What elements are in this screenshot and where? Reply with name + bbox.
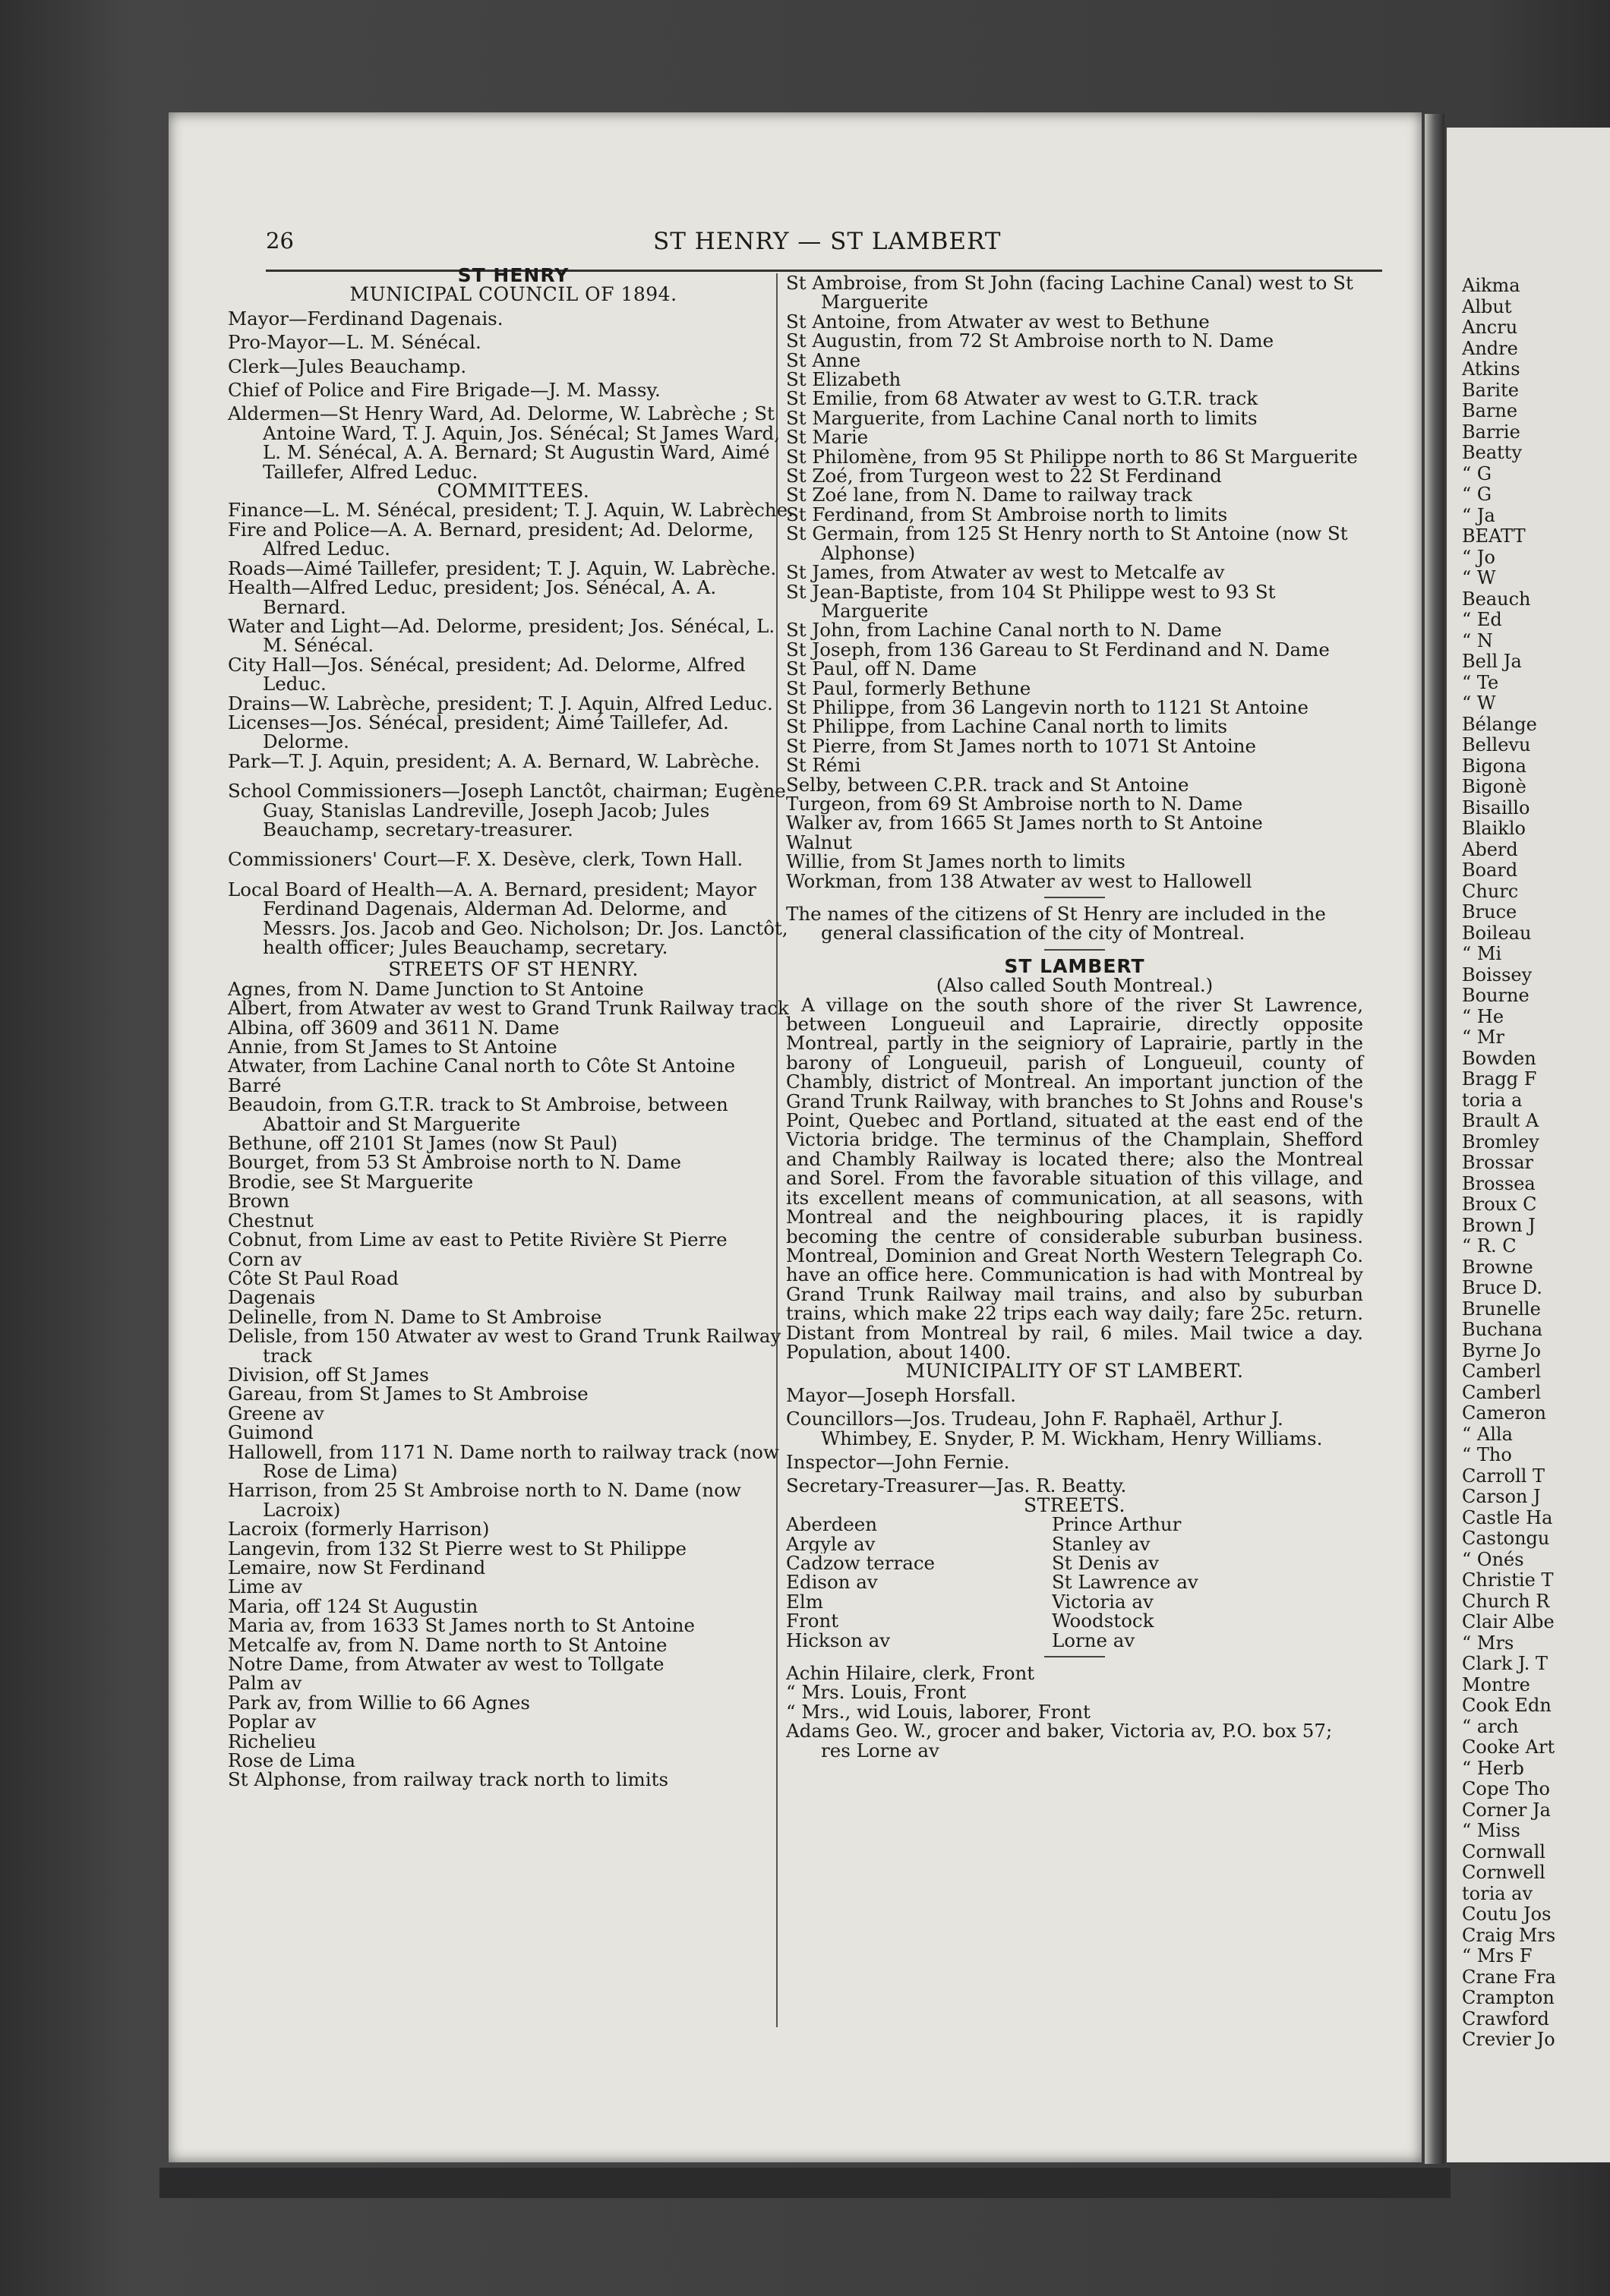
facing-page-line: Castle Ha [1462,1507,1553,1528]
facing-page-line: Beauch [1462,588,1531,610]
street-entry: St Joseph, from 136 Gareau to St Ferdinand and N. Dame [786,638,1330,661]
street-entry: Maria av, from 1633 St James north to St Antoine [228,1614,696,1637]
book-spine [1425,114,1444,2164]
facing-page-line: Cornwall [1462,1841,1545,1862]
facing-page-fragments [1462,276,1610,2051]
facing-page-line: Churc [1462,881,1519,902]
left-column [228,266,799,1790]
street-name: Argyle av [786,1534,876,1553]
facing-page-line: Crawford [1462,2008,1549,2030]
facing-page-line: Cook Edn [1462,1695,1552,1716]
facing-page-line: “ G [1462,484,1492,505]
council-officer-entry: Pro-Mayor—L. M. Sénécal. [228,331,481,354]
facing-page-line: Cope Tho [1462,1779,1550,1799]
street-entry: St Anne [786,348,861,371]
facing-page-line: Albut [1462,296,1512,317]
street-name: Hickson av [786,1630,891,1651]
street-entry: Dagenais [228,1286,316,1309]
facing-page-line: Clair Albe [1462,1612,1555,1632]
facing-page-line: Bowden [1462,1048,1536,1069]
facing-page [1447,128,1610,2162]
citizens-note: The names of the citizens of St Henry are included in the general classification of the city of Montreal. [786,903,1326,945]
street-entry: St Elizabeth [786,368,901,391]
facing-page-line: “ Herb [1462,1758,1524,1779]
section-title-st-lambert: ST LAMBERT [1004,954,1145,977]
committee-entry: Water and Light—Ad. Delorme, president; Jos. Sénécal, L. M. Sénécal. [228,614,775,657]
resident-entry: “ Mrs., wid Louis, laborer, Front [786,1700,1091,1723]
facing-page-line: Brossar [1462,1153,1533,1173]
facing-page-line: Bélange [1462,714,1537,735]
facing-page-line: “ Onés [1462,1549,1524,1570]
facing-page-line: “ Mr [1462,1027,1504,1048]
facing-page-line: Boileau [1462,922,1532,944]
council-officer-entry: Aldermen—St Henry Ward, Ad. Delorme, W. Labrèche ; St Antoine Ward, T. J. Aquin, Jos. Sénécal; St James Ward, L. M. Sénécal, A. A. Bernard; St Augustin Ward, Aimé Taillefer, Alfred Leduc. [228,402,781,483]
facing-page-line: Byrne Jo [1462,1340,1542,1361]
facing-page-line: Montre [1462,1674,1530,1695]
street-entry: Annie, from St James to St Antoine [228,1036,557,1058]
facing-page-line: “ Ed [1462,610,1502,630]
street-entry: Agnes, from N. Dame Junction to St Antoine [228,977,644,1000]
facing-page-line: “ Tho [1462,1445,1512,1465]
street-entry: Côte St Paul Road [228,1266,399,1289]
facing-page-line: BEATT [1462,526,1526,547]
street-entry: St James, from Atwater av west to Metcalfe av [786,561,1225,584]
street-entry: Poplar av [228,1711,317,1733]
street-entry: Turgeon, from 69 St Ambroise north to N. Dame [786,792,1243,815]
facing-page-line: Camberl [1462,1361,1542,1382]
facing-page-line: Christie T [1462,1570,1554,1591]
street-entry: St Marie [786,426,869,449]
facing-page-line: Atkins [1462,359,1520,380]
street-entry: Corn av [228,1247,302,1270]
facing-page-line: Buchana [1462,1320,1543,1340]
st-lambert-streets-left [786,1515,1052,1650]
facing-page-line: Bromley [1462,1131,1539,1153]
facing-page-line: “ N [1462,630,1493,651]
facing-page-line: Bisaillo [1462,797,1530,818]
street-entry: Bethune, off 2101 St James (now St Paul) [228,1132,618,1155]
street-entry: St Philippe, from 36 Langevin north to 1121 St Antoine [786,695,1309,718]
street-entry: Chestnut [228,1209,314,1232]
council-officer-entry: Mayor—Ferdinand Dagenais. [228,307,504,330]
facing-page-line: Bigonè [1462,777,1526,797]
committees-list [228,500,799,771]
facing-page-line: Beatty [1462,443,1522,463]
facing-page-line: “ Miss [1462,1821,1520,1841]
facing-page-line: Craig Mrs [1462,1925,1556,1946]
street-entry: St Emilie, from 68 Atwater av west to G.T.R. track [786,387,1258,410]
facing-page-line: Bigona [1462,755,1526,777]
street-entry: St Germain, from 125 St Henry north to St Antoine (now St Alphonse) [786,522,1348,564]
municipality-officers [786,1383,1363,1497]
facing-page-line: Browne [1462,1257,1533,1278]
street-entry: Delisle, from 150 Atwater av west to Grand Trunk Railway track [228,1325,781,1367]
st-henry-streets-list [228,979,799,1790]
committee-entry: Health—Alfred Leduc, president; Jos. Sénécal, A. A. Bernard. [228,576,717,618]
facing-page-line: Brossea [1462,1173,1536,1194]
street-name: Front [786,1611,839,1631]
facing-page-line: Brown J [1462,1215,1536,1236]
facing-page-line: Barrie [1462,421,1520,443]
facing-page-line: Castongu [1462,1528,1550,1549]
facing-page-line: Barite [1462,380,1519,401]
facing-page-line: “ Mi [1462,944,1502,964]
street-name: St Denis av [1052,1553,1159,1573]
committee-entry: Roads—Aimé Taillefer, president; T. J. Aquin, W. Labrèche. [228,557,777,579]
right-column [786,273,1363,1760]
facing-page-line: toria av [1462,1883,1533,1904]
facing-page-line: Bell Ja [1462,651,1522,672]
st-lambert-streets-right [1052,1515,1340,1650]
council-officer-entry: Chief of Police and Fire Brigade—J. M. Massy. [228,379,661,402]
street-entry: St Zoé lane, from N. Dame to railway track [786,484,1192,506]
facing-page-line: Carson J [1462,1487,1541,1507]
street-entry: St Antoine, from Atwater av west to Bethune [786,310,1210,333]
facing-page-line: “ He [1462,1006,1504,1027]
section-rule [1044,897,1105,898]
committee-entry: Finance—L. M. Sénécal, president; T. J. Aquin, W. Labrèche. [228,499,794,522]
street-entry: Greene av [228,1402,324,1424]
committees-heading: COMMITTEES. [437,480,590,503]
street-entry: Richelieu [228,1730,317,1752]
facing-page-line: toria a [1462,1090,1523,1111]
streets-heading: STREETS OF ST HENRY. [388,958,639,981]
street-entry: Workman, from 138 Atwater av west to Hallowell [786,869,1252,892]
section-rule [1044,949,1105,951]
council-officer-entry: Clerk—Jules Beauchamp. [228,355,467,377]
street-name: St Lawrence av [1052,1572,1198,1592]
officers-list [228,309,799,481]
facing-page-line: “ arch [1462,1716,1519,1737]
facing-page-line: “ Ja [1462,505,1495,526]
facing-page-line: “ W [1462,693,1496,714]
municipal-officer-entry: Mayor—Joseph Horsfall. [786,1383,1016,1406]
facing-page-line: Bourne [1462,986,1530,1006]
council-heading: MUNICIPAL COUNCIL OF 1894. [349,283,677,306]
municipality-heading: MUNICIPALITY OF ST LAMBERT. [905,1360,1244,1383]
page-number: 26 [266,228,294,254]
street-entry: St Augustin, from 72 St Ambroise north to N. Dame [786,330,1274,352]
facing-page-line: Cameron [1462,1403,1547,1424]
street-entry: Walnut [786,831,852,853]
committee-entry: Park—T. J. Aquin, president; A. A. Bernard, W. Labrèche. [228,749,760,772]
facing-page-line: Brunelle [1462,1298,1541,1320]
section-title-st-henry: ST HENRY [457,264,570,286]
facing-page-line: Aikma [1462,276,1520,296]
street-entry: St Zoé, from Turgeon west to 22 St Ferdinand [786,465,1222,487]
facing-page-line: “ Mrs [1462,1632,1514,1654]
municipal-officer-entry: Councillors—Jos. Trudeau, John F. Raphaël, Arthur J. Whimbey, E. Snyder, P. M. Wickham, Henry Williams. [786,1408,1323,1449]
street-entry: St John, from Lachine Canal north to N. Dame [786,619,1222,642]
scan-margin [159,2168,1451,2198]
facing-page-line: Carroll T [1462,1465,1545,1487]
facing-page-line: Bellevu [1462,735,1531,755]
street-entry: St Ferdinand, from St Ambroise north to limits [786,503,1228,525]
street-entry: Rose de Lima [228,1749,355,1772]
facing-page-line: Blaiklo [1462,818,1526,839]
street-entry: Barré [228,1074,282,1096]
street-entry: Cobnut, from Lime av east to Petite Rivière St Pierre [228,1228,728,1251]
facing-page-line: Bruce D. [1462,1278,1542,1298]
facing-page-line: “ Alla [1462,1424,1513,1445]
facing-page-line: Church R [1462,1591,1550,1612]
st-henry-streets-continued [786,273,1363,891]
street-entry: Palm av [228,1672,302,1695]
street-entry: St Philomène, from 95 St Philippe north to 86 St Marguerite [786,445,1358,468]
facing-page-line: Clark J. T [1462,1654,1548,1674]
street-entry: Brown [228,1190,290,1213]
facing-page-line: Aberd [1462,839,1518,860]
running-title: ST HENRY — ST LAMBERT [653,228,1002,255]
street-entry: Lime av [228,1575,303,1598]
section-rule [1044,1656,1105,1657]
street-entry: Albert, from Atwater av west to Grand Trunk Railway track [228,997,789,1020]
facing-page-line: Cooke Art [1462,1737,1555,1758]
resident-entry: Adams Geo. W., grocer and baker, Victoria av, P.O. box 57; res Lorne av [786,1720,1333,1761]
resident-entry: “ Mrs. Louis, Front [786,1681,967,1704]
committee-entry: City Hall—Jos. Sénécal, president; Ad. Delorme, Alfred Leduc. [228,653,746,695]
street-name: Aberdeen [786,1515,878,1534]
lambert-streets-heading: STREETS. [1024,1493,1125,1516]
street-entry: St Rémi [786,754,861,777]
street-entry: St Paul, formerly Bethune [786,676,1031,699]
board-entry: School Commissioners—Joseph Lanctôt, chairman; Eugène Guay, Stanislas Landreville, Joseph Jacob; Jules Beauchamp, secretary-treasurer. [228,780,786,840]
street-name: Cadzow terrace [786,1553,936,1573]
street-entry: Division, off St James [228,1363,429,1386]
street-entry: Guimond [228,1421,314,1444]
facing-page-line: Broux C [1462,1194,1537,1215]
street-entry: Hallowell, from 1171 N. Dame north to railway track (now Rose de Lima) [228,1440,779,1482]
street-entry: Notre Dame, from Atwater av west to Tollgate [228,1653,665,1676]
facing-page-line: “ R. C [1462,1236,1517,1257]
street-entry: Beaudoin, from G.T.R. track to St Ambroise, between Abattoir and St Marguerite [228,1093,728,1135]
facing-page-line: Camberl [1462,1382,1542,1403]
street-entry: St Paul, off N. Dame [786,658,977,680]
residents-list [786,1664,1363,1760]
facing-page-line: “ Te [1462,672,1499,693]
facing-page-line: Bruce [1462,902,1517,922]
street-name: Edison av [786,1572,878,1592]
st-lambert-subtitle: (Also called South Montreal.) [936,974,1214,997]
street-entry: Maria, off 124 St Augustin [228,1594,478,1617]
street-entry: Harrison, from 25 St Ambroise north to N. Dame (now Lacroix) [228,1479,741,1521]
facing-page-line: Coutu Jos [1462,1904,1552,1925]
facing-page-line: Corner Ja [1462,1799,1551,1821]
street-entry: Atwater, from Lachine Canal north to Côte St Antoine [228,1055,736,1077]
street-entry: St Marguerite, from Lachine Canal north to limits [786,406,1258,429]
street-name: Woodstock [1052,1611,1154,1631]
committee-entry: Fire and Police—A. A. Bernard, president; Ad. Delorme, Alfred Leduc. [228,518,754,560]
facing-page-line: Barne [1462,401,1518,421]
facing-page-line: Brault A [1462,1111,1539,1131]
street-name: Stanley av [1052,1534,1151,1553]
facing-page-line: Crane Fra [1462,1966,1556,1988]
street-entry: Brodie, see St Marguerite [228,1170,474,1193]
facing-page-line: “ Mrs F [1462,1946,1533,1966]
street-entry: Gareau, from St James to St Ambroise [228,1383,589,1405]
street-entry: Willie, from St James north to limits [786,850,1125,873]
facing-page-line: Ancru [1462,317,1518,338]
street-entry: Delinelle, from N. Dame to St Ambroise [228,1305,602,1328]
street-entry: Langevin, from 132 St Pierre west to St Philippe [228,1537,687,1560]
street-entry: St Ambroise, from St John (facing Lachine Canal) west to St Marguerite [786,272,1353,314]
street-entry: St Alphonse, from railway track north to limits [228,1768,669,1791]
street-entry: Lacroix (formerly Harrison) [228,1518,490,1541]
facing-page-line: Crevier Jo [1462,2030,1555,2050]
facing-page-line: “ Jo [1462,547,1495,568]
facing-page-line: “ W [1462,568,1496,588]
resident-entry: Achin Hilaire, clerk, Front [786,1662,1035,1685]
facing-page-line: Bragg F [1462,1069,1537,1090]
facing-page-line: Crampton [1462,1988,1555,2008]
committee-entry: Licenses—Jos. Sénécal, president; Aimé Taillefer, Ad. Delorme. [228,711,729,753]
street-name: Prince Arthur [1052,1515,1182,1534]
street-name: Elm [786,1591,823,1612]
street-entry: Walker av, from 1665 St James north to St Antoine [786,812,1263,834]
street-entry: Lemaire, now St Ferdinand [228,1556,486,1578]
facing-page-line: Board [1462,860,1518,881]
street-entry: St Philippe, from Lachine Canal north to limits [786,715,1228,738]
street-entry: Albina, off 3609 and 3611 N. Dame [228,1016,560,1039]
committee-entry: Drains—W. Labrèche, president; T. J. Aquin, Alfred Leduc. [228,692,773,714]
street-entry: Bourget, from 53 St Ambroise north to N. Dame [228,1151,682,1174]
street-name: Lorne av [1052,1630,1135,1651]
board-entry: Commissioners' Court—F. X. Desève, clerk, Town Hall. [228,848,743,871]
facing-page-line: Boissey [1462,964,1533,986]
st-lambert-description: A village on the south shore of the river St Lawrence, between Longueuil and Laprairie, directly opposite Montreal, partly in the seigniory of Laprairie, partly in the barony of Longueuil, parish of Longueuil, county of Chambly, district of Montreal. An important junction of the Grand Trunk Railway, with branches to St Johns and Rouse's Point, Quebec and Portland, situated at the east end of the Victoria bridge. The terminus of the Champlain, Shefford and Chambly Railway is located there; also the Montreal and Sorel. From the favorable situation of this village, and its excellent means of communication, at all seasons, with Montreal and the neighbouring places, it is rapidly becoming the centre of considerable suburban business. Montreal, Dominion and Great North Western Telegraph Co. have an office here. Communication is had with Montreal by Grand Trunk Railway mail trains, and also by suburban trains, which make 22 trips each way daily; fare 25c. return. Distant from Montreal by rail, 6 miles. Mail twice a day. Population, about 1400. [786,993,1363,1363]
facing-page-line: “ G [1462,463,1492,484]
municipal-officer-entry: Inspector—John Fernie. [786,1450,1010,1473]
facing-page-line: Andre [1462,338,1518,359]
street-entry: St Pierre, from St James north to 1071 St Antoine [786,734,1256,757]
board-entry: Local Board of Health—A. A. Bernard, president; Mayor Ferdinand Dagenais, Alderman Ad. Delorme, and Messrs. Jos. Jacob and Geo. Nicholson; Dr. Jos. Lanctôt, health officer; Jules Beauchamp, secretary. [228,878,788,958]
st-lambert-streets [786,1515,1363,1650]
street-entry: Park av, from Willie to 66 Agnes [228,1691,530,1714]
street-name: Victoria av [1052,1591,1154,1612]
street-entry: St Jean-Baptiste, from 104 St Philippe west to 93 St Marguerite [786,580,1276,622]
street-entry: Selby, between C.P.R. track and St Antoine [786,773,1189,796]
street-entry: Metcalfe av, from N. Dame north to St Antoine [228,1633,668,1656]
boards-list [228,781,799,957]
municipal-officer-entry: Secretary-Treasurer—Jas. R. Beatty. [786,1474,1127,1497]
facing-page-line: Cornwell [1462,1862,1545,1883]
